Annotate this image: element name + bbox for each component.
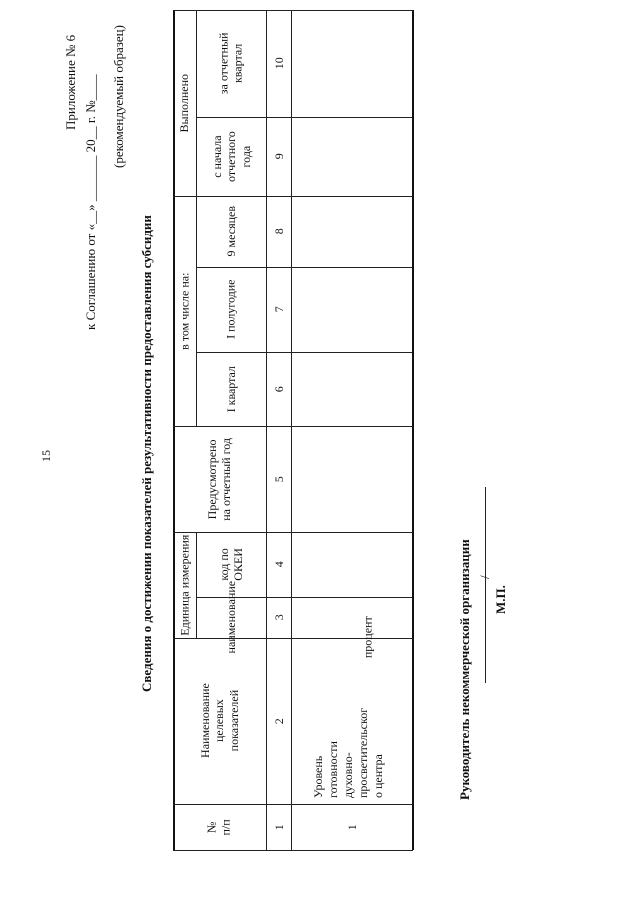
- header-indicator-name: Наименование целевых показателей: [197, 683, 241, 759]
- col-number-6: 6: [271, 385, 286, 392]
- col-number-7: 7: [271, 306, 286, 313]
- col-number-2: 2: [271, 717, 286, 724]
- signature-slash: /: [477, 575, 492, 579]
- sample-note: (рекомендуемый образец): [111, 25, 126, 168]
- page-number: 15: [39, 450, 53, 462]
- col-number-4: 4: [271, 561, 286, 568]
- document-title: Сведения о достижении показателей результативности предоставления субсидии: [139, 215, 154, 692]
- col-number-10: 10: [271, 57, 286, 70]
- table-line: [173, 850, 413, 851]
- header-half-year: I полугодие: [223, 279, 238, 340]
- header-unit-group: Единица измерения: [177, 534, 192, 636]
- header-for-quarter: за отчетный квартал: [216, 32, 245, 95]
- indicator-name-cell: Уровень готовности духовно- просветительског о центра: [311, 707, 385, 798]
- header-from-start: с начала отчетного года: [209, 131, 253, 182]
- header-quarter-1: I квартал: [223, 365, 238, 413]
- col-number-5: 5: [271, 475, 286, 482]
- header-row-number: № п/п: [205, 818, 234, 836]
- header-unit-name: наименование: [223, 581, 238, 654]
- header-done-group: Выполнено: [177, 73, 192, 133]
- header-9-months: 9 месяцев: [223, 206, 238, 257]
- header-incl-group: в том числе на:: [177, 272, 192, 350]
- stamp-label: М.П.: [493, 585, 508, 614]
- unit-name-cell: процент: [360, 616, 375, 658]
- col-number-1: 1: [271, 823, 286, 830]
- col-number-8: 8: [271, 228, 286, 235]
- signer-label: Руководитель некоммерческой организации: [457, 539, 472, 800]
- row-number: 1: [344, 823, 359, 830]
- signature-line: [485, 487, 486, 683]
- col-number-9: 9: [271, 153, 286, 160]
- agreement-reference: к Соглашению от «__» _______ 20__ г. №____: [83, 74, 98, 330]
- table-border-right: [412, 10, 414, 850]
- table-row: [291, 804, 412, 850]
- header-okei-code: код по ОКЕИ: [216, 548, 245, 581]
- header-planned: Предусмотрено на отчетный год: [205, 437, 234, 521]
- col-number-3: 3: [271, 614, 286, 621]
- appendix-title: Приложение № 6: [63, 34, 78, 130]
